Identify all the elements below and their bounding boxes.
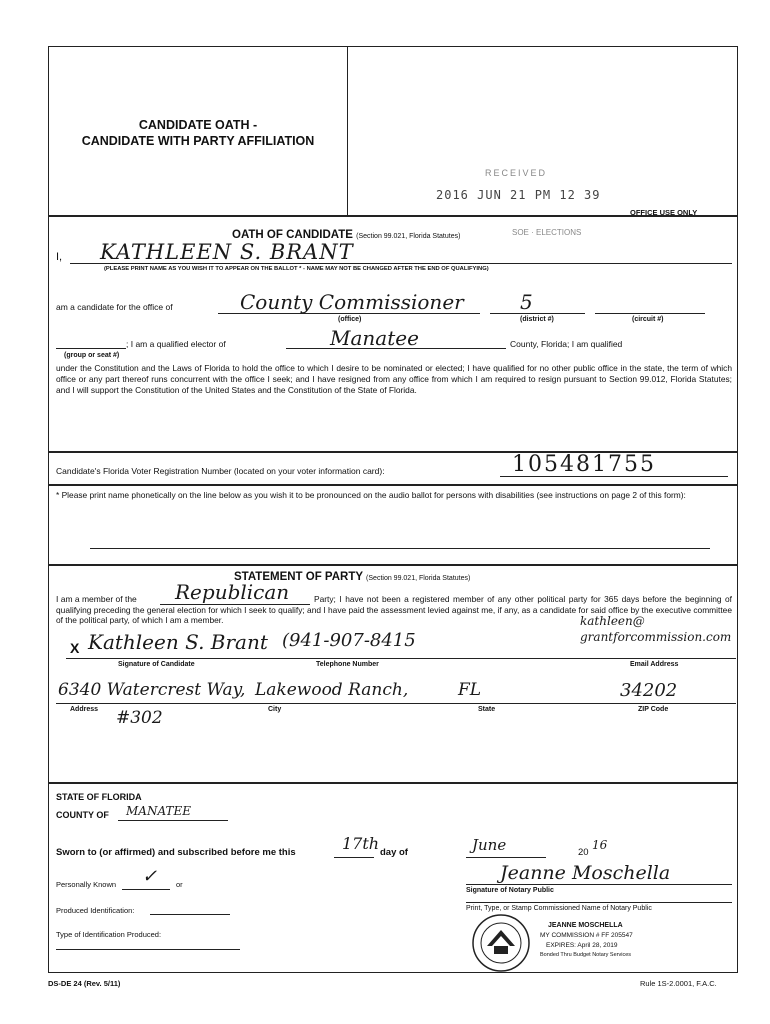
phonetic-text: * Please print name phonetically on the line below as you wish it to be pronounced on the audio ballot for persons with disabilities (see instructions on page 2 of this form): xyxy=(56,490,686,500)
county-value: Manatee xyxy=(330,326,419,350)
oath-heading-text: OATH OF CANDIDATE xyxy=(232,229,353,241)
oath-paragraph: under the Constitution and the Laws of Florida to hold the office to which I desire to be nominated or elected; I have qualified for no other public office in the state, the term of which office or any part thereof runs concurrent with the office I seek; and I have resigned from any office from which I am required to resign pursuant to Section 99.012, Florida Statutes; and I will support the Constitution of the United States and the Constitution of the State of Florida. xyxy=(56,363,732,395)
personally-known-line xyxy=(122,889,170,890)
address-line xyxy=(56,703,736,704)
address-caption: Address xyxy=(70,706,99,713)
day-value: 17th xyxy=(342,834,380,853)
zip-caption: ZIP Code xyxy=(638,706,669,713)
district-line xyxy=(490,313,585,314)
notary-sig-caption: Signature of Notary Public xyxy=(466,887,554,894)
email-caption: Email Address xyxy=(630,661,679,668)
notary-sig-line xyxy=(466,884,732,885)
elector-text: ; I am a qualified elector of xyxy=(126,339,226,349)
group-caption: (group or seat #) xyxy=(64,352,120,359)
year-value: 16 xyxy=(592,838,608,852)
produced-id-line xyxy=(150,914,230,915)
office-value: County Commissioner xyxy=(240,290,464,314)
candidate-signature: Kathleen S. Brant xyxy=(88,630,268,654)
i-label: I, xyxy=(56,251,63,263)
notary-state: STATE OF FLORIDA xyxy=(56,792,142,802)
circuit-line xyxy=(595,313,705,314)
received-stamp: RECEIVED xyxy=(485,168,548,178)
county-suffix: County, Florida; I am qualified xyxy=(510,339,623,349)
day-line xyxy=(334,857,374,858)
city-caption: City xyxy=(268,706,282,713)
rule-ref: Rule 1S-2.0001, F.A.C. xyxy=(640,979,717,988)
party-heading-text: STATEMENT OF PARTY xyxy=(234,571,363,583)
voter-number-value: 105481755 xyxy=(512,452,656,477)
notary-county-line xyxy=(118,820,228,821)
seal-commission: MY COMMISSION # FF 205547 xyxy=(540,932,633,939)
zip-value: 34202 xyxy=(620,680,678,701)
month-line xyxy=(466,857,546,858)
circuit-caption: (circuit #) xyxy=(632,316,664,323)
seal-name: JEANNE MOSCHELLA xyxy=(548,922,623,929)
party-member-label: I am a member of the xyxy=(56,594,137,604)
district-value: 5 xyxy=(520,290,533,314)
notary-print-caption: Print, Type, or Stamp Commissioned Name of Notary Public xyxy=(466,905,652,912)
signature-line xyxy=(66,658,736,659)
address-value: 6340 Watercrest Way, xyxy=(58,680,246,700)
phonetic-line xyxy=(90,548,710,549)
or-text: or xyxy=(176,880,183,889)
phone-value: (941-907-8415 xyxy=(282,630,416,651)
group-seat-line xyxy=(56,348,126,349)
seal-expires: EXPIRES: April 28, 2019 xyxy=(546,942,618,949)
x-mark: X xyxy=(70,640,80,656)
party-heading-ref: (Section 99.021, Florida Statutes) xyxy=(366,575,471,582)
party-value: Republican xyxy=(175,580,290,604)
seal-bonded: Bonded Thru Budget Notary Services xyxy=(540,952,632,958)
state-caption: State xyxy=(478,706,496,713)
signature-caption: Signature of Candidate xyxy=(118,661,195,668)
form-id: DS-DE 24 (Rev. 5/11) xyxy=(48,979,121,988)
type-id-line xyxy=(56,949,240,950)
candidate-name-caption: (PLEASE PRINT NAME AS YOU WISH IT TO APPEAR ON THE BALLOT * - NAME MAY NOT BE CHANGED AFTER THE END OF QUALIFYING) xyxy=(104,266,489,272)
received-stamp-date: 2016 JUN 21 PM 12 39 xyxy=(436,188,601,202)
office-use-label: OFFICE USE ONLY xyxy=(630,208,698,217)
notary-county-value: MANATEE xyxy=(126,804,191,818)
personally-known-check: ✓ xyxy=(142,866,158,887)
phone-caption: Telephone Number xyxy=(316,661,379,668)
type-id-label: Type of Identification Produced: xyxy=(56,930,162,939)
office-label: am a candidate for the office of xyxy=(56,302,173,312)
office-caption: (office) xyxy=(338,316,362,323)
day-of: day of xyxy=(380,847,408,858)
oath-stamp-extra: SOE · ELECTIONS xyxy=(512,228,582,237)
oath-heading-ref: (Section 99.021, Florida Statutes) xyxy=(356,233,461,240)
party-statement: Party; I have not been a registered member of any other political party for 365 days before the beginning of qualifying preceding the general election for which I seek to qualify; and I have paid the assessment levied against me, if any, as a candidate for said office by the executive committee of the political party, of which I am a member. xyxy=(56,594,732,625)
notary-print-line xyxy=(466,902,732,903)
sworn-text: Sworn to (or affirmed) and subscribed before me this xyxy=(56,847,296,858)
form-title-line2: CANDIDATE WITH PARTY AFFILIATION xyxy=(81,134,315,148)
email-value: kathleen@ grantforcommission.com xyxy=(580,614,732,644)
voter-label: Candidate's Florida Voter Registration Number (located on your voter information card): xyxy=(56,466,385,476)
personally-known-label: Personally Known xyxy=(56,880,117,889)
candidate-name-value: KATHLEEN S. BRANT xyxy=(100,240,354,264)
address2-value: #302 xyxy=(116,708,163,728)
state-value: FL xyxy=(458,680,482,700)
notary-signature: Jeanne Moschella xyxy=(500,862,671,884)
produced-id-label: Produced Identification: xyxy=(56,906,135,915)
notary-seal-icon xyxy=(470,912,532,974)
month-value: June xyxy=(472,836,507,854)
form-title-line1: CANDIDATE OATH - xyxy=(138,118,258,132)
city-value: Lakewood Ranch, xyxy=(255,680,409,700)
year-prefix: 20 xyxy=(578,847,589,858)
notary-county-label: COUNTY OF xyxy=(56,810,109,820)
district-caption: (district #) xyxy=(520,316,554,323)
